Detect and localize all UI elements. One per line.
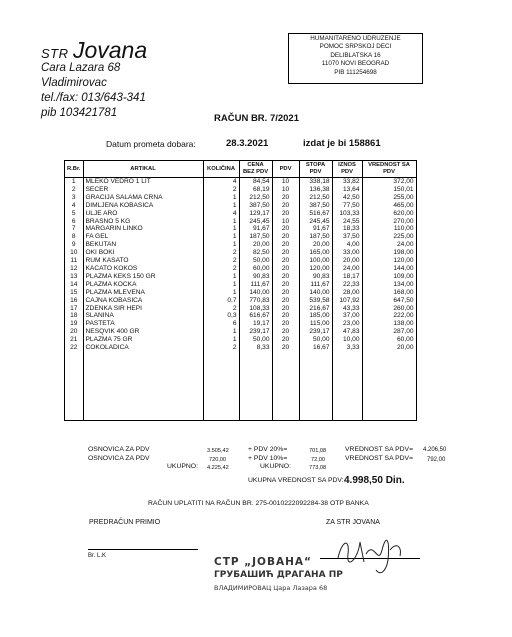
table-cell: 140,00 [299, 289, 332, 297]
table-cell: 120,00 [362, 257, 416, 265]
table-cell: PLAZMA MLEVENA [83, 289, 203, 297]
table-cell: 1 [203, 233, 239, 241]
table-cell: 60,00 [239, 265, 272, 273]
table-cell: 100,00 [299, 257, 332, 265]
table-cell: PAŠTETA [83, 320, 203, 328]
table-cell [272, 352, 299, 421]
company-stamp [214, 556, 343, 595]
table-cell: 20 [272, 297, 299, 305]
table-cell: PLAZMA KEKS 150 GR [83, 273, 203, 281]
table-cell: 77,50 [332, 202, 362, 210]
col-header: IZNOS PDV [332, 161, 362, 178]
table-cell [203, 352, 239, 421]
table-cell: 15 [65, 289, 84, 297]
total-label: UKUPNA VREDNOST SA PDV: [248, 477, 344, 484]
table-cell: 338,18 [299, 178, 332, 186]
table-row [65, 297, 417, 305]
table-cell: SLANINA [83, 312, 203, 320]
table-cell: 12 [65, 265, 84, 273]
table-cell: 20 [272, 312, 299, 320]
col-header: CENA BEZ PDV [239, 161, 272, 178]
table-cell: MLEKO VEDRO 1 LIT [83, 178, 203, 186]
pdv-20-value: 701,08 [309, 448, 327, 454]
table-cell: 111,67 [239, 281, 272, 289]
table-cell: MARGARIN LINKO [83, 225, 203, 233]
table-cell: 10 [272, 186, 299, 194]
table-cell: 20 [272, 344, 299, 352]
table-cell: 19,17 [239, 320, 272, 328]
stamp-line: СТР „ЈОВАНА“ [214, 556, 312, 568]
table-cell: ŠEĆER [83, 186, 203, 194]
invoice-issued: izdat je bi 158861 [303, 138, 381, 149]
table-cell: KAČATO KOKOS [83, 265, 203, 273]
table-cell: 115,00 [299, 320, 332, 328]
table-cell: 20 [272, 273, 299, 281]
invoice-date: 28.3.2021 [226, 138, 269, 149]
table-cell: 465,00 [362, 202, 416, 210]
seller-header [41, 37, 147, 64]
table-row [65, 186, 417, 194]
table-row [65, 257, 417, 265]
table-cell [65, 352, 84, 421]
recipient-line: 11070 NOVI BEOGRAD [321, 60, 390, 68]
seller-city: Vladimirovac [41, 77, 107, 89]
table-cell: 50,00 [299, 336, 332, 344]
table-cell: 4 [203, 210, 239, 218]
table-cell: 19 [65, 320, 84, 328]
table-cell: OKI BOKI [83, 249, 203, 257]
table-cell: 0,7 [203, 297, 239, 305]
table-row [65, 233, 417, 241]
table-cell: 90,83 [299, 273, 332, 281]
recipient-box [288, 33, 423, 84]
table-cell: 1 [203, 328, 239, 336]
table-cell: 13,64 [332, 186, 362, 194]
table-cell: 33,00 [332, 249, 362, 257]
table-cell: 20 [272, 336, 299, 344]
table-row [65, 344, 417, 352]
table-cell: 168,00 [362, 289, 416, 297]
table-cell: 110,00 [362, 225, 416, 233]
table-cell: 8 [65, 233, 84, 241]
table-row [65, 241, 417, 249]
table-cell: 225,00 [362, 233, 416, 241]
table-cell: 20,00 [239, 241, 272, 249]
table-cell: 245,45 [239, 218, 272, 226]
table-cell: 20 [272, 210, 299, 218]
table-cell: 10 [65, 249, 84, 257]
ukupno-pdv-label: UKUPNO: [260, 463, 291, 470]
table-cell: 20,00 [332, 257, 362, 265]
pdv-10-value: 72,00 [311, 457, 325, 463]
table-cell [299, 352, 332, 421]
table-cell: 1 [203, 281, 239, 289]
table-cell: 13 [65, 273, 84, 281]
table-cell: 770,83 [239, 297, 272, 305]
table-cell: 647,50 [362, 297, 416, 305]
col-header: R.Br. [65, 161, 84, 178]
table-cell: 129,17 [239, 210, 272, 218]
items-table [64, 160, 417, 421]
table-cell: 43,33 [332, 305, 362, 313]
table-cell: 109,00 [362, 273, 416, 281]
osnovica-10-value: 720,00 [209, 457, 227, 463]
table-cell: 103,33 [332, 210, 362, 218]
table-cell: 24,55 [332, 218, 362, 226]
vrednost-20-value: 4.206,50 [423, 447, 447, 453]
recipient-line: POMOC SRPSKOJ DECI [319, 43, 392, 51]
seller-prefix: STR [41, 46, 69, 61]
table-row [65, 210, 417, 218]
osnovica-20-value: 3.505,42 [207, 448, 229, 454]
table-cell: 111,67 [299, 281, 332, 289]
table-cell: 8,33 [239, 344, 272, 352]
table-cell: 42,50 [332, 194, 362, 202]
table-cell: 20 [272, 257, 299, 265]
table-cell: ČAJNA KOBASICA [83, 297, 203, 305]
table-cell: 37,00 [332, 312, 362, 320]
table-cell: 22,33 [332, 281, 362, 289]
recipient-line: DELIBLATSKA 16 [330, 51, 381, 59]
table-cell: 1 [203, 289, 239, 297]
table-cell: 1 [203, 202, 239, 210]
table-cell: 108,33 [239, 305, 272, 313]
table-cell: 185,00 [299, 312, 332, 320]
table-row [65, 225, 417, 233]
table-cell: 20 [272, 241, 299, 249]
table-cell: 14 [65, 281, 84, 289]
table-cell: 2 [203, 344, 239, 352]
table-cell: 18,17 [332, 273, 362, 281]
table-row [65, 273, 417, 281]
table-cell: NESQVIK 400 GR [83, 328, 203, 336]
table-cell: 187,50 [299, 233, 332, 241]
table-cell: 20 [272, 202, 299, 210]
received-label: PREDRAČUN PRIMIO [89, 519, 161, 526]
table-cell: 50,00 [239, 257, 272, 265]
table-row [65, 328, 417, 336]
table-cell: 616,67 [239, 312, 272, 320]
table-cell: PLAZMA 75 GR [83, 336, 203, 344]
table-cell: 4 [65, 202, 84, 210]
table-cell: 4,00 [332, 241, 362, 249]
table-cell: 1 [203, 194, 239, 202]
table-row [65, 305, 417, 313]
table-cell: 5 [65, 210, 84, 218]
table-cell: 2 [203, 249, 239, 257]
table-cell: 144,00 [362, 265, 416, 273]
table-cell: ZDENKA SIR HEPI [83, 305, 203, 313]
table-cell: 24,00 [332, 265, 362, 273]
invoice-title: RAČUN BR. 7/2021 [214, 113, 299, 124]
table-cell: 9 [65, 241, 84, 249]
table-row [65, 202, 417, 210]
table-cell: 187,50 [239, 233, 272, 241]
seller-address: Cara Lazara 68 [41, 62, 121, 74]
table-cell: GRAČIJA SALAMA CRNA [83, 194, 203, 202]
table-cell: ULJE ARO [83, 210, 203, 218]
table-cell: FA GEL [83, 233, 203, 241]
pdv-20-label: + PDV 20%= [248, 446, 288, 453]
table-cell: 17 [65, 305, 84, 313]
table-cell: 20,00 [299, 241, 332, 249]
table-cell: 20 [272, 320, 299, 328]
table-cell: 33,82 [332, 178, 362, 186]
table-cell: 620,00 [362, 210, 416, 218]
table-cell: 20 [65, 328, 84, 336]
table-cell [239, 352, 272, 421]
table-cell [83, 352, 203, 421]
table-cell: 1 [203, 241, 239, 249]
table-cell: 1 [203, 218, 239, 226]
table-cell: 20 [272, 233, 299, 241]
col-header: VREDNOST SA PDV [362, 161, 416, 178]
table-cell: 7 [65, 225, 84, 233]
table-cell: 6 [65, 218, 84, 226]
table-cell: 82,50 [239, 249, 272, 257]
osnovica-10-label: OSNOVICA ZA PDV [88, 455, 150, 462]
table-cell: 2 [203, 257, 239, 265]
table-cell: 90,83 [239, 273, 272, 281]
table-cell: 20 [272, 305, 299, 313]
table-cell: 2 [203, 186, 239, 194]
table-cell: 23,00 [332, 320, 362, 328]
seller-pib: pib 103421781 [41, 107, 118, 119]
table-cell: 47,83 [332, 328, 362, 336]
table-cell: ČOKOLADICA [83, 344, 203, 352]
table-cell: 20,00 [362, 344, 416, 352]
table-cell: 22 [65, 344, 84, 352]
table-cell: 20 [272, 281, 299, 289]
seller-details [41, 61, 146, 121]
seller-name: Jovana [72, 37, 148, 63]
table-row [65, 289, 417, 297]
table-cell: 216,67 [299, 305, 332, 313]
table-row [65, 249, 417, 257]
table-cell: 16 [65, 297, 84, 305]
stamp-line: ВЛАДИМИРОВАЦ Цара Лазара 68 [214, 584, 328, 592]
table-cell [362, 352, 416, 421]
received-signature-line [88, 549, 198, 550]
ukupno-label: UKUPNO: [167, 463, 198, 470]
table-cell: 134,00 [362, 281, 416, 289]
table-cell: 1 [203, 273, 239, 281]
table-cell: 270,00 [362, 218, 416, 226]
table-row [65, 320, 417, 328]
payment-instruction: RAČUN UPLATITI NA RAČUN BR. 275-0010222092284-38 OTP BANKA [148, 500, 369, 507]
table-cell: 10 [272, 218, 299, 226]
table-cell: 245,45 [299, 218, 332, 226]
table-cell: 255,00 [362, 194, 416, 202]
vrednost-10-label: VREDNOST SA PDV= [345, 455, 414, 462]
table-cell: 60,00 [362, 336, 416, 344]
table-cell: 50,00 [239, 336, 272, 344]
table-cell: 18,33 [332, 225, 362, 233]
table-cell: 20 [272, 249, 299, 257]
table-cell: 4 [203, 178, 239, 186]
table-cell: 24,00 [362, 241, 416, 249]
table-cell: 387,50 [239, 202, 272, 210]
table-cell: 1 [203, 336, 239, 344]
table-cell: DIMLJENA KOBASICA [83, 202, 203, 210]
table-cell: 91,67 [239, 225, 272, 233]
table-cell: 239,17 [299, 328, 332, 336]
br-lk-label: Br. L.K [88, 553, 107, 559]
table-cell: 20 [272, 225, 299, 233]
osnovica-20-label: OSNOVICA ZA PDV [88, 446, 150, 453]
table-row [65, 178, 417, 186]
table-cell: 20 [272, 289, 299, 297]
table-cell: 2 [203, 305, 239, 313]
table-cell: 140,00 [239, 289, 272, 297]
table-cell: 84,54 [239, 178, 272, 186]
table-cell: 16,67 [299, 344, 332, 352]
table-cell: 165,00 [299, 249, 332, 257]
ukupno-osnovica: 4.225,42 [207, 465, 229, 471]
table-cell: 212,50 [239, 194, 272, 202]
table-cell: 2 [65, 186, 84, 194]
table-cell: 11 [65, 257, 84, 265]
recipient-line: HUMANITARENO UDRUZENJE [310, 35, 401, 42]
recipient-line: PIB 111254698 [334, 68, 377, 76]
table-cell: 6 [203, 320, 239, 328]
table-cell: 239,17 [239, 328, 272, 336]
table-cell: PLAZMA KOCKA [83, 281, 203, 289]
table-cell: 20 [272, 194, 299, 202]
ukupno-pdv: 773,08 [309, 465, 327, 471]
table-empty-space [65, 352, 417, 421]
table-cell: 212,50 [299, 194, 332, 202]
table-cell: 539,58 [299, 297, 332, 305]
table-row [65, 312, 417, 320]
table-cell: 198,00 [362, 249, 416, 257]
table-cell: 516,67 [299, 210, 332, 218]
table-row [65, 281, 417, 289]
table-cell: 138,00 [362, 320, 416, 328]
table-cell: 3,33 [332, 344, 362, 352]
col-header: ARTIKAL [83, 161, 203, 178]
table-cell: 21 [65, 336, 84, 344]
table-cell: 20 [272, 265, 299, 273]
table-cell [332, 352, 362, 421]
table-cell: 28,00 [332, 289, 362, 297]
table-cell: 68,19 [239, 186, 272, 194]
for-shop-label: ZA STR JOVANA [326, 519, 380, 526]
table-cell: 372,00 [362, 178, 416, 186]
table-cell: 120,00 [299, 265, 332, 273]
table-cell: 107,92 [332, 297, 362, 305]
table-row [65, 265, 417, 273]
table-cell: 2 [203, 265, 239, 273]
stamp-line: ГРУБАШИЋ ДРАГАНА ПР [214, 570, 343, 580]
table-cell: 260,00 [362, 305, 416, 313]
table-cell: 18 [65, 312, 84, 320]
table-row [65, 218, 417, 226]
table-cell: 10,00 [332, 336, 362, 344]
table-cell: 91,67 [299, 225, 332, 233]
col-header: STOPA PDV [299, 161, 332, 178]
table-row [65, 194, 417, 202]
table-cell: 1 [65, 178, 84, 186]
table-cell: 37,50 [332, 233, 362, 241]
col-header: PDV [272, 161, 299, 178]
table-cell: 136,38 [299, 186, 332, 194]
pdv-10-label: + PDV 10%= [248, 455, 288, 462]
table-cell: 20 [272, 328, 299, 336]
table-cell: 1 [203, 225, 239, 233]
table-cell: 287,00 [362, 328, 416, 336]
table-cell: 387,50 [299, 202, 332, 210]
vrednost-10-value: 792,00 [427, 457, 446, 463]
table-cell: 0,3 [203, 312, 239, 320]
table-cell: BEKUTAN [83, 241, 203, 249]
table-cell: 3 [65, 194, 84, 202]
table-cell: 222,00 [362, 312, 416, 320]
table-cell: BRASNO 5 KG [83, 218, 203, 226]
vrednost-20-label: VREDNOST SA PDV= [345, 446, 414, 453]
col-header: KOLIČINA [203, 161, 239, 178]
table-row [65, 336, 417, 344]
total-value: 4.998,50 Din. [344, 475, 405, 486]
table-cell: 10 [272, 178, 299, 186]
seller-phone: tel./fax: 013/643-341 [41, 92, 146, 104]
table-cell: RUM KASATO [83, 257, 203, 265]
table-cell: 150,01 [362, 186, 416, 194]
table-header-row [65, 161, 417, 178]
date-label: Datum prometa dobara: [106, 139, 196, 149]
